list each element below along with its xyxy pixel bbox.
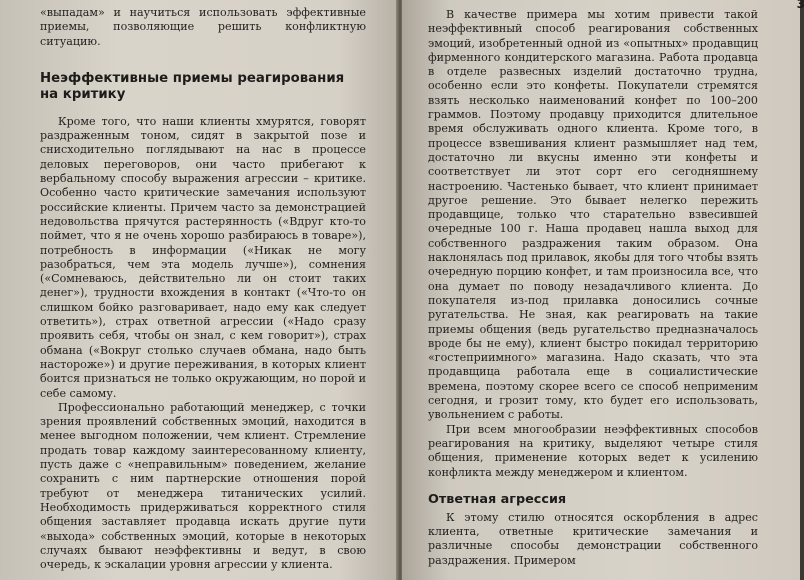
left-page-text xyxy=(40,6,366,572)
section-heading-ineffective-techniques: Неэффективные приемы реагирования на критику xyxy=(40,70,345,102)
left-paragraph-3: Профессионально работающий менеджер, с точки зрения проявлений собственных эмоций, находится в менее выгодном положении, чем клиент. Стремление продать товар каждому заинтересованному клиенту, пусть даже с «неправильным» поведением, желание сохранить с ним партнерские отношения порой требуют от менеджера титанических усилий. Необходимость придерживаться корректного стиля общения заставляет продавца искать другие пути «выхода» собственных эмоций, которые в некоторых случаях бывают неэффективны и ведут, в свою очередь, к эскалации уровня агрессии у клиента. xyxy=(40,400,366,572)
left-paragraph-1: «выпадам» и научиться использовать эффективные приемы, позволяющие решить конфликтную ситуацию. xyxy=(40,6,366,48)
section-heading-retaliatory-aggression: Ответная агрессия xyxy=(428,491,567,507)
right-paragraph-1: В качестве примера мы хотим привести такой неэффективный способ реагирования собственных эмоций, изобретенный одной из «опытных» продавщиц фирменного кондитерского магазина. Работа продавца в отделе развесных изделий достаточно трудна, особенно если это конфеты. Покупатели стремятся взять несколько наименований конфет по 100–200 граммов. Поэтому продавцу приходится длительное время обслуживать одного клиента. Кроме того, в процессе взвешивания клиент размышляет над тем, достаточно ли вкусны именно эти конфеты и соответствует ли этот сорт его сегодняшнему настроению. Частенько бывает, что клиент принимает другое решение. Это бывает нелегко пережить продавщице, только что старательно взвесившей очередные 100 г. Наша продавец нашла выход для собственного раздражения таким образом. Она наклонялась под прилавок, якобы для того чтобы взять очередную порцию конфет, и там произносила все, что она думает по поводу незадачливого клиента. До покупателя из-под прилавка доносились сочные ругательства. Не зная, как реагировать на такие приемы общения (ведь ругательство предназначалось вроде бы не ему), клиент быстро покидал территорию «гостеприимного» магазина. Надо сказать, что эта продавщица работала еще в социалистические времена, поэтому скорее всего се способ неприменим сегодня, и грозит тому, кто будет его использовать, увольнением с работы. xyxy=(428,8,758,422)
left-paragraph-2: Кроме того, что наши клиенты хмурятся, говорят раздраженным тоном, сидят в закрытой позе и снисходительно поглядывают на нас в процессе деловых переговоров, они часто прибегают к вербальному способу выражения агрессии – критике. Особенно часто критические замечания используют российские клиенты. Причем часто за демонстрацией недовольства прячутся растерянность («Вдруг кто-то поймет, что я не очень хорошо разбираюсь в товаре»), потребность в информации («Никак не могу разобраться, чем эта модель лучше»), сомнения («Сомневаюсь, действительно ли он стоит таких денег»), трудности вхождения в контакт («Что-то он слишком бойко разговаривает, надо ему как следует ответить»), страх ответной агрессии («Надо сразу проявить себя, чтобы он знал, с кем говорит»), страх обмана («Вокруг столько случаев обмана, надо быть настороже») и другие переживания, в которых клиент боится признаться не только окружающим, но порой и себе самому. xyxy=(40,114,366,400)
right-paragraph-2: При всем многообразии неэффективных способов реагирования на критику, выделяют четыре стиля общения, применение которых ведет к усилению конфликта между менеджером и клиентом. xyxy=(428,422,758,479)
right-page xyxy=(402,0,804,580)
right-page-text xyxy=(428,8,758,568)
right-paragraph-3: К этому стилю относятся оскорбления в адрес клиента, ответные критические замечания и различные способы демонстрации собственного раздражения. Примером xyxy=(428,510,758,567)
page-number-fragment: 3 xyxy=(796,0,804,11)
left-page xyxy=(0,0,398,580)
